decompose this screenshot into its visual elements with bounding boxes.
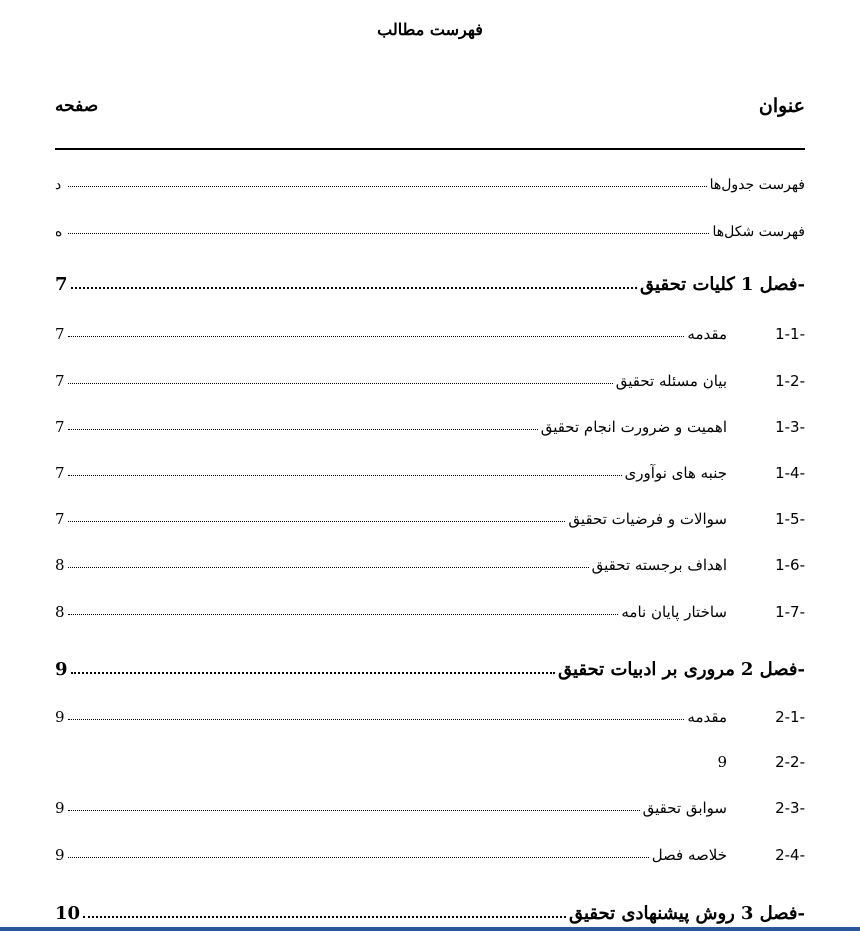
toc-entry[interactable] bbox=[55, 787, 805, 817]
toc-entry-page: 7 bbox=[55, 418, 65, 436]
dot-leader bbox=[68, 566, 589, 568]
dot-leader bbox=[68, 764, 714, 765]
toc-entry-label: مروری بر ادبیات تحقیق bbox=[558, 659, 735, 680]
toc-entry-number: 2-2- bbox=[775, 753, 805, 771]
toc-entry-page: 9 bbox=[55, 846, 65, 864]
toc-entry-number: 1-4- bbox=[775, 464, 805, 482]
toc-entry-page: 7 bbox=[55, 325, 65, 343]
dot-leader bbox=[68, 520, 565, 522]
toc-entry[interactable] bbox=[55, 591, 805, 621]
toc-entry[interactable] bbox=[55, 313, 805, 343]
dot-leader bbox=[71, 286, 637, 289]
toc-entry-number: 1-3- bbox=[775, 418, 805, 436]
dot-leader bbox=[68, 185, 707, 187]
toc-entry-label: مقدمه bbox=[687, 325, 727, 343]
toc-entry-page: 9 bbox=[55, 799, 65, 817]
toc-entry[interactable] bbox=[55, 452, 805, 482]
window-bottom-border bbox=[0, 927, 860, 931]
dot-leader bbox=[68, 335, 684, 337]
toc-entry-page: ه bbox=[55, 224, 63, 240]
toc-entry-number: 1-2- bbox=[775, 372, 805, 390]
dot-leader bbox=[68, 474, 622, 476]
toc-entry-label: 9 bbox=[717, 753, 727, 771]
toc-entry-label: کلیات تحقیق bbox=[640, 274, 735, 295]
toc-entry[interactable] bbox=[55, 650, 805, 680]
toc-entry-label: اهمیت و ضرورت انجام تحقیق bbox=[540, 418, 727, 436]
toc-entry-page: 9 bbox=[55, 708, 65, 726]
toc-entry-page: 7 bbox=[55, 274, 68, 295]
toc-entry-label: خلاصه فصل bbox=[651, 846, 727, 864]
toc-entry-number: فصل 2- bbox=[740, 659, 805, 680]
toc-entry[interactable] bbox=[55, 696, 805, 726]
dot-leader bbox=[68, 428, 538, 430]
dot-leader bbox=[83, 915, 566, 918]
toc-entry-page: 8 bbox=[55, 556, 65, 574]
toc-entry[interactable] bbox=[55, 834, 805, 864]
toc-entry[interactable] bbox=[55, 210, 805, 240]
header-rule bbox=[55, 148, 805, 150]
toc-entry[interactable] bbox=[55, 544, 805, 574]
dot-leader bbox=[68, 382, 613, 384]
toc-title: فهرست مطالب bbox=[377, 20, 483, 39]
toc-entry-label: اهداف برجسته تحقیق bbox=[591, 556, 727, 574]
toc-entry-label: مقدمه bbox=[687, 708, 727, 726]
toc-entry-page: 8 bbox=[55, 603, 65, 621]
toc-entry-page: 10 bbox=[55, 903, 81, 924]
dot-leader bbox=[71, 671, 555, 674]
toc-entry-label: ساختار پایان نامه bbox=[621, 603, 727, 621]
toc-entry-number: 1-5- bbox=[775, 510, 805, 528]
toc-entry-page: د bbox=[55, 177, 62, 193]
page-column-header: صفحه bbox=[55, 96, 99, 116]
toc-entry-label: روش پیشنهادی تحقیق bbox=[568, 903, 735, 924]
toc-entry[interactable] bbox=[55, 406, 805, 436]
toc-entry-label: بیان مسئله تحقیق bbox=[615, 372, 727, 390]
toc-entry-label: جنبه های نوآوری bbox=[624, 464, 727, 482]
toc-entry-page: 7 bbox=[55, 372, 65, 390]
toc-entry-number: فصل 1- bbox=[740, 274, 805, 295]
toc-entry[interactable] bbox=[55, 741, 805, 771]
toc-entry[interactable] bbox=[55, 265, 805, 295]
toc-entry[interactable] bbox=[55, 894, 805, 924]
dot-leader bbox=[68, 809, 640, 811]
dot-leader bbox=[68, 613, 618, 615]
toc-entry-number: 2-3- bbox=[775, 799, 805, 817]
toc-entry-number: 1-6- bbox=[775, 556, 805, 574]
toc-entry-label: فهرست جدول‌ها bbox=[709, 177, 805, 193]
toc-entry-page: 7 bbox=[55, 510, 65, 528]
dot-leader bbox=[68, 718, 684, 720]
dot-leader bbox=[68, 232, 709, 234]
toc-entry-page: 7 bbox=[55, 464, 65, 482]
toc-entry[interactable] bbox=[55, 163, 805, 193]
toc-entry-label: فهرست شکل‌ها bbox=[712, 224, 805, 240]
toc-entry-label: سوابق تحقیق bbox=[642, 799, 727, 817]
toc-entry-number: 1-1- bbox=[775, 325, 805, 343]
toc-entry-page: 9 bbox=[55, 659, 68, 680]
toc-entry[interactable] bbox=[55, 498, 805, 528]
toc-entry-number: 1-7- bbox=[775, 603, 805, 621]
toc-entry-label: سوالات و فرضیات تحقیق bbox=[568, 510, 727, 528]
toc-entry[interactable] bbox=[55, 360, 805, 390]
toc-entry-number: 2-1- bbox=[775, 708, 805, 726]
toc-entry-number: فصل 3- bbox=[740, 903, 805, 924]
toc-entry-number: 2-4- bbox=[775, 846, 805, 864]
dot-leader bbox=[68, 856, 649, 858]
title-column-header: عنوان bbox=[758, 95, 805, 117]
